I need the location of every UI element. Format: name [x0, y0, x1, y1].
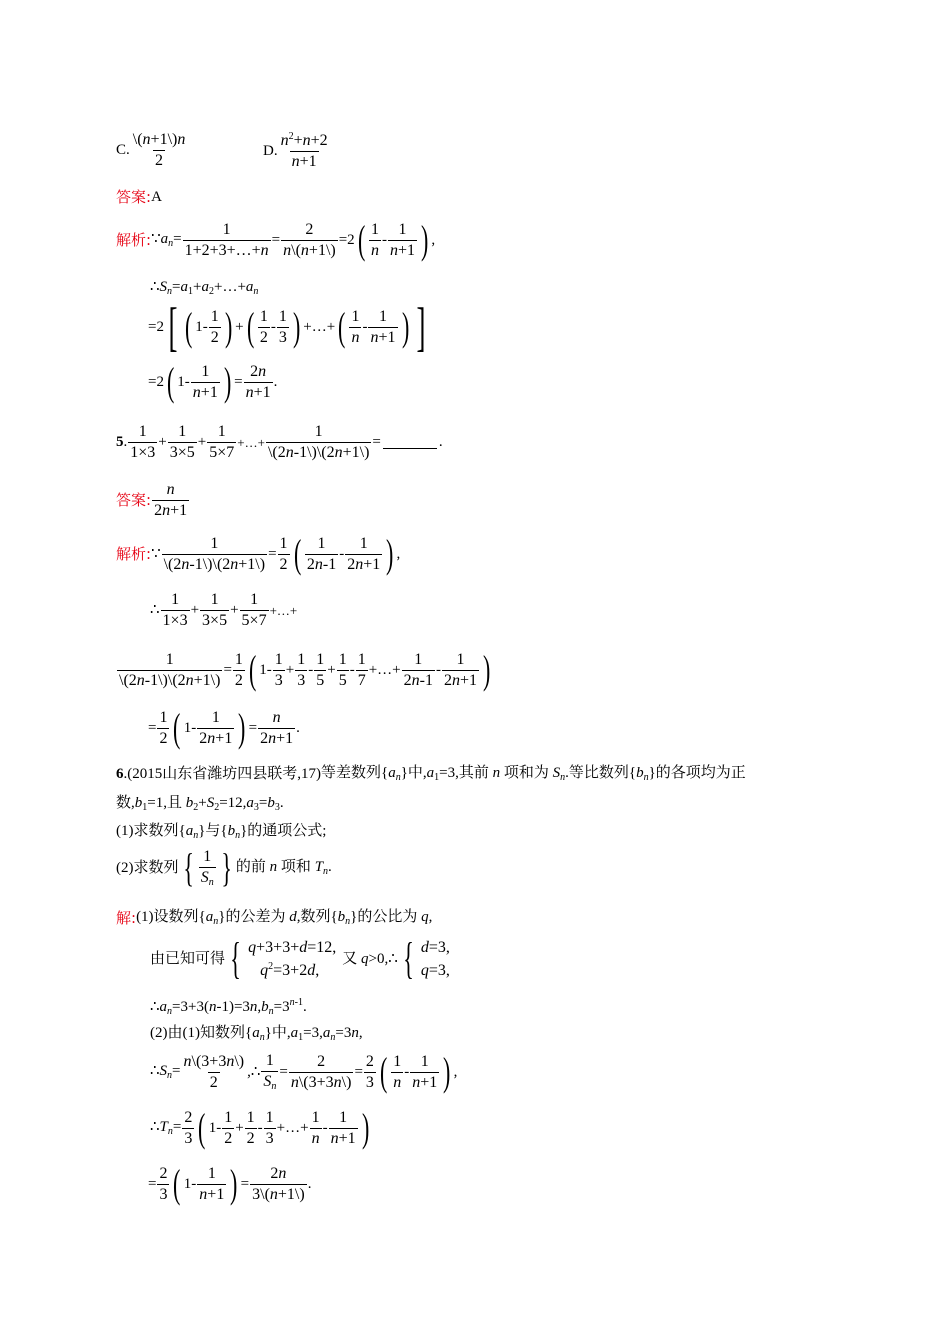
q5-analysis-line1: 解析: ∵ $\frac{1}{\backslash(2n-1\backslash)\backslash(2n+1\backslash)}$ = $\frac{1}{2}$ ( $\frac{1}{2n-1}$ - $\frac{1}{2n+1}$ ) ,	[116, 531, 401, 576]
option-d-label: D.	[263, 142, 278, 159]
q6-solution-result: $\therefore a_n=3+3(n-1)=3n,b_n=3^{n-1}$.	[150, 997, 307, 1017]
solution-label: 解:	[116, 909, 137, 927]
q6-stem-line2: 数$,b_1=1$,且 $b_2+S_2=12,a_3=b_3$.	[116, 795, 284, 813]
answer-value: A	[151, 189, 162, 205]
option-c	[116, 132, 188, 169]
part2-prefix: (2)求数列	[116, 859, 179, 876]
q5-analysis-line2: ∴ $\frac{1}{1\times 3}$ + $\frac{1}{3\times 5}$ + $\frac{1}{5\times 7}$ +…+	[150, 591, 298, 629]
analysis-label: 解析:	[116, 230, 152, 249]
q6-part2: (2)求数列 { $\frac{1}{S_n}$ } 的前 n 项和 $T_n$.	[116, 845, 332, 890]
q5-number: 5	[116, 434, 124, 450]
option-c-label: C.	[116, 142, 130, 158]
q4-analysis-line3: =2 [ ( 1- $\frac{1}{2}$ ) + ( $\frac{1}{2}$ - $\frac{1}{3}$ ) +…+ ( $\frac{1}{n}$ - $\frac{1}{n+1}$ ) ]	[148, 297, 426, 357]
q6-solution-sn: $\therefore S_n=$ $\frac{n\backslash(3+3n\backslash)}{2}$ ,∴ $\frac{1}{S_n}$ = $\frac{2}{n\backslash(3+3n\backslash)}$ = $\frac{2}{3}$ ( $\frac{1}{n}$ - $\frac{1}{n+1}$ ) ,	[150, 1049, 458, 1094]
q4-analysis-line1: 解析: $\because a_n=$ $\frac{1}{1+2+3+\dots+n}$ = $\frac{2}{n\backslash(n+1\backslash)}$ =2 ( $\frac{1}{n}$ - $\frac{1}{n+1}$ ) ,	[116, 217, 436, 262]
q5-answer: 答案: $\frac{n}{2n+1}$	[116, 481, 188, 519]
answer-label: 答案:	[116, 491, 152, 509]
q5-analysis-line4: = $\frac{1}{2}$ ( 1- $\frac{1}{2n+1}$ ) = $\frac{n}{2n+1}$ .	[148, 705, 300, 750]
option-c-fraction: $\frac{\backslash(n+1\backslash)n}{2}$	[132, 131, 186, 169]
q4-analysis-line2: $\therefore S_n=a_1+a_2+\dots+a_n$	[150, 279, 259, 297]
q6-stem-line1: 6 . (2015山东省潍坊四县联考,17) 等差数列$\{a_n\}$中$,a_1=3$,其前 n 项和为 $S_n$.等比数列$\{b_n\}$的各项均为正	[116, 765, 746, 783]
q4-answer	[116, 190, 162, 205]
analysis-label: 解析:	[116, 544, 152, 563]
q6-solution-final: = $\frac{2}{3}$ ( 1- $\frac{1}{n+1}$ ) = $\frac{2n}{3\backslash(n+1\backslash)}$ .	[148, 1161, 312, 1206]
q6-solution-part2: (2)由(1)知数列$\{a_n\}$中$,a_1=3,a_n=3n$,	[150, 1025, 363, 1043]
option-d	[263, 132, 331, 170]
known-text: 由已知可得	[150, 950, 226, 967]
q6-number: 6	[116, 766, 124, 782]
option-d-fraction: $\frac{n^2+n+2}{n+1}$	[280, 131, 328, 170]
q6-solution-system: 由已知可得 { q+3+3+d=12, $q^2=3+2d$, 又 q>0,∴ { d=3, q=3,	[150, 934, 450, 984]
q6-part1: (1)求数列$\{a_n\}$与$\{b_n\}$的通项公式;	[116, 823, 327, 841]
q5-stem: 5 . $\frac{1}{1\times 3}$ + $\frac{1}{3\times 5}$ + $\frac{1}{5\times 7}$ +…+ $\frac{1}{\backslash(2n-1\backslash)\backslash(2n+1\backslash)}$ = .	[116, 423, 443, 461]
q5-analysis-line3: $\frac{1}{\backslash(2n-1\backslash)\backslash(2n+1\backslash)}$ = $\frac{1}{2}$ ( 1- $\frac{1}{3}$ + $\frac{1}{3}$ - $\frac{1}{5}$ + $\frac{1}{5}$ - $\frac{1}{7}$ +…+ $\frac{1}{2n-1}$ - $\frac{1}{2n+1}$ )	[119, 647, 491, 692]
answer-blank[interactable]	[383, 436, 437, 449]
answer-label: 答案:	[116, 188, 152, 206]
q6-solution-line1: 解: (1)设数列$\{a_n\}$的公差为 d,数列$\{b_n\}$的公比为 q,	[116, 909, 433, 927]
q6-solution-tn: $\therefore T_n=$ $\frac{2}{3}$ ( 1- $\frac{1}{2}$ + $\frac{1}{2}$ - $\frac{1}{3}$ +…+ $\frac{1}{n}$ - $\frac{1}{n+1}$ )	[150, 1105, 369, 1150]
q4-analysis-line4: =2 ( 1- $\frac{1}{n+1}$ ) = $\frac{2n}{n+1}$ .	[148, 359, 278, 404]
q6-source: (2015山东省潍坊四县联考,17)	[127, 766, 321, 782]
